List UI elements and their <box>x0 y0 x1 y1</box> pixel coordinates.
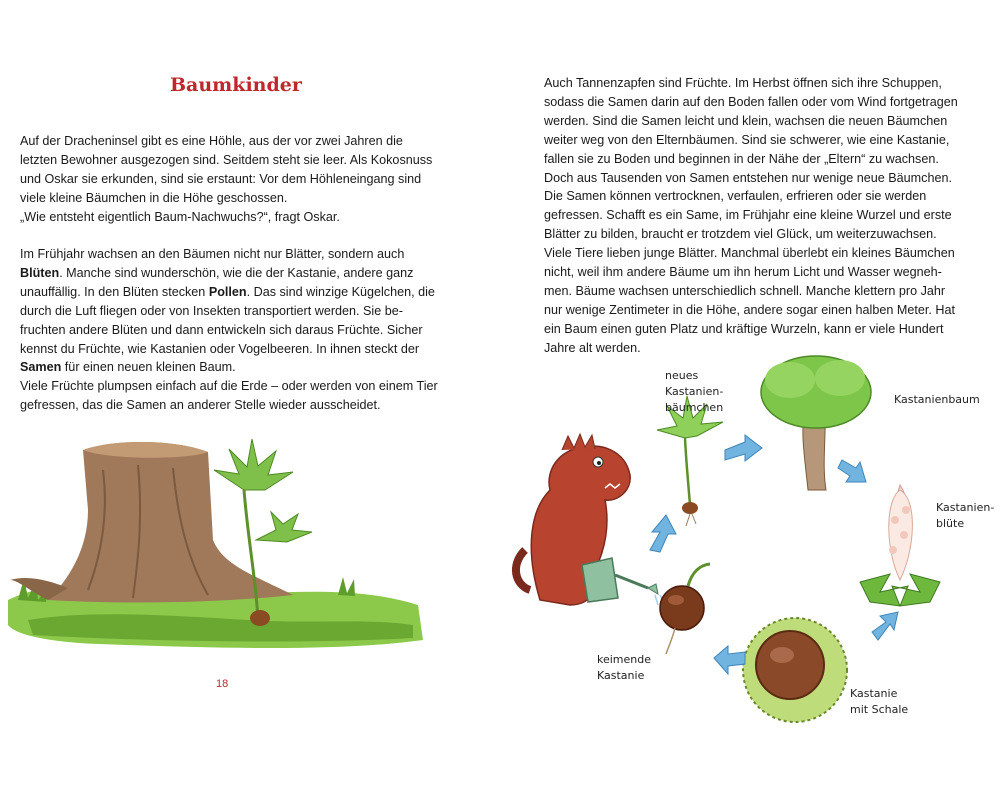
text-line: und Oskar sie erkunden, sind sie erstaunt: Vor dem Höhleneingang sind <box>20 171 422 186</box>
label-blossom: Kastanien- blüte <box>936 501 995 530</box>
text-line: „Wie entsteht eigentlich Baum-Nachwuchs?“, fragt Oskar. <box>20 209 340 224</box>
arrow-icon <box>714 646 745 674</box>
intro-paragraph <box>20 132 440 227</box>
text-line: Im Frühjahr wachsen an den Bäumen nicht nur Blätter, sondern auch <box>20 247 405 261</box>
text-line: Die Samen können vertrocknen, verfaulen, erfrieren oder sie werden <box>544 189 927 204</box>
text-line: fruchten andere Blüten und dann entwickeln sich daraus Früchte. Sicher <box>20 322 423 337</box>
text-line: gefressen. Schafft es ein Same, im Frühjahr eine kleine Wurzel und erste <box>544 208 952 223</box>
text-line: letzten Bewohner ausgezogen sind. Seitdem steht sie leer. Als Kokosnuss <box>20 152 433 167</box>
right-page <box>500 0 1000 800</box>
body-paragraph <box>544 74 984 358</box>
text-line: Viele Tiere lieben junge Blätter. Manchmal überlebt ein kleines Bäumchen <box>544 246 955 261</box>
text-line: Jahre alt werden. <box>544 340 641 355</box>
text-line: Auch Tannenzapfen sind Früchte. Im Herbst öffnen sich ihre Schuppen, <box>544 76 942 90</box>
keyword-bold: Blüten <box>20 265 60 280</box>
text-line: nicht, weil ihm andere Bäume um ihn herum Licht und Wasser wegneh- <box>544 265 942 280</box>
label-germinating: keimende Kastanie <box>597 653 652 682</box>
label-seedling: neues Kastanien- bäumchen <box>665 369 724 414</box>
left-page <box>0 0 470 800</box>
text-line: Samen für einen neuen kleinen Baum. <box>20 360 236 375</box>
text-line: Blüten. Manche sind wunderschön, wie die der Kastanie, andere ganz <box>20 265 414 280</box>
text-line: werden. Sind die Samen leicht und klein, wachsen die neuen Bäumchen <box>544 113 948 128</box>
text-line: kennst du Früchte, wie Kastanien oder Vogelbeeren. In ihnen steckt der <box>20 341 420 356</box>
arrow-icon <box>838 460 866 482</box>
text-line: Viele Früchte plumpsen einfach auf die Erde – oder werden von einem Tier <box>20 379 438 394</box>
text-line: ein Baum einen guten Platz und kräftige Wurzeln, kann er viele Hundert <box>544 321 944 336</box>
arrow-icon <box>725 435 762 461</box>
text-line: Blätter zu bilden, braucht er trotzdem viel Glück, um weiterzuwachsen. <box>544 227 937 242</box>
arrow-icon <box>872 612 898 640</box>
germinating-chestnut-illustration <box>660 564 710 654</box>
text-line: Doch aus Tausenden von Samen entstehen nur wenige neue Bäumchen. <box>544 170 952 185</box>
chestnut-lifecycle-diagram <box>500 350 1000 740</box>
watering-can <box>582 558 671 605</box>
label-chestnut-shell: Kastanie mit Schale <box>850 687 909 716</box>
text-line: nur wenige Zentimeter in die Höhe, andere sogar einen halben Meter. Hat <box>544 302 955 317</box>
page-title: Baumkinder <box>170 74 302 96</box>
text-line: unauffällig. In den Blüten stecken Pollen. Das sind winzige Kügelchen, die <box>20 284 435 299</box>
text-line: men. Bäume wachsen unterschiedlich schnell. Manche klettern pro Jahr <box>544 283 946 298</box>
tree-stump-illustration <box>8 430 428 650</box>
explanation-paragraph <box>20 245 450 415</box>
text-line: durch die Luft fliegen oder von Insekten transportiert werden. Sie be- <box>20 303 403 318</box>
text-line: weiter weg von den Elternbäumen. Sind sie schwerer, wie eine Kastanie, <box>544 132 950 147</box>
blossom-illustration <box>860 485 940 606</box>
keyword-bold: Pollen <box>208 284 247 299</box>
text-line: Auf der Dracheninsel gibt es eine Höhle, aus der vor zwei Jahren die <box>20 134 403 148</box>
label-tree: Kastanienbaum <box>894 393 980 406</box>
arrow-icon <box>650 515 676 552</box>
keyword-bold: Samen <box>20 360 62 375</box>
page-number: 18 <box>216 678 229 690</box>
text-line: gefressen, das die Samen an anderer Stelle wieder ausscheidet. <box>20 398 381 413</box>
text-line: viele kleine Bäumchen in die Höhe geschossen. <box>20 190 288 205</box>
chestnut-shell-illustration <box>743 618 847 722</box>
text-line: fallen sie zu Boden und beginnen in der Nähe der „Eltern“ zu wachsen. <box>544 151 939 166</box>
text-line: sodass die Samen darin auf den Boden fallen oder vom Wind fortgetragen <box>544 94 958 109</box>
